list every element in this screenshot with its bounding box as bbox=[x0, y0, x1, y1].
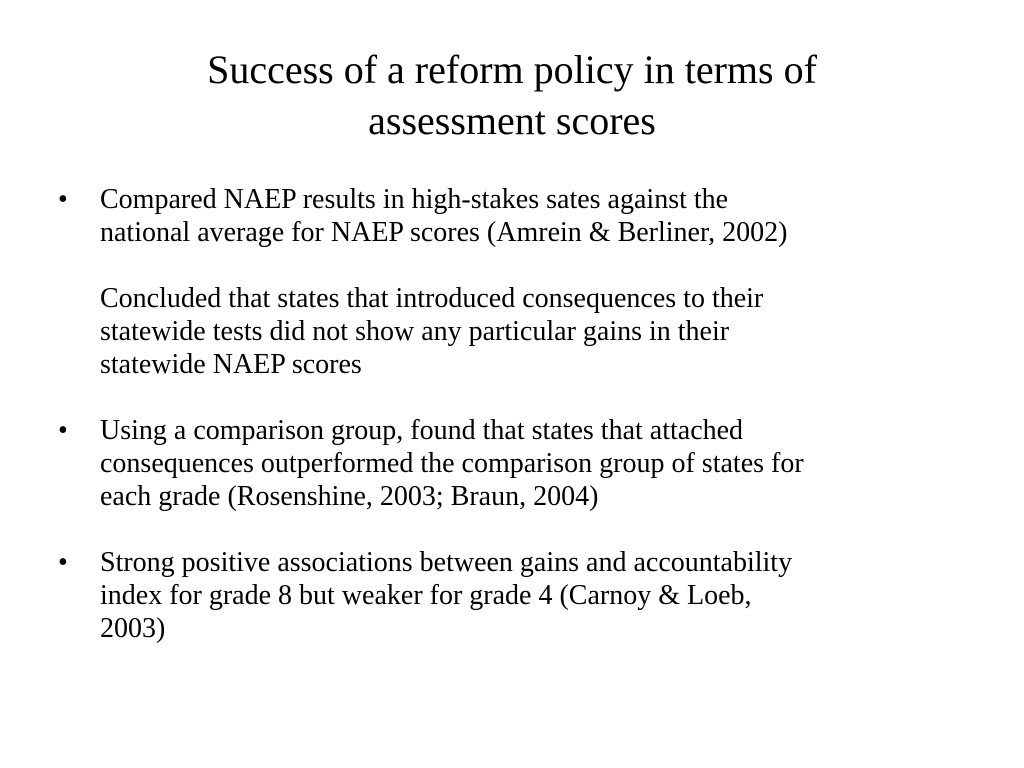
title-line: assessment scores bbox=[368, 98, 656, 143]
bullet-item bbox=[58, 546, 978, 645]
bullet-icon: • bbox=[58, 415, 68, 446]
bullet-item bbox=[58, 414, 978, 513]
body-line: national average for NAEP scores (Amrein & Berliner, 2002) bbox=[100, 217, 788, 248]
body-line: Using a comparison group, found that states that attached bbox=[100, 415, 744, 446]
bullet-icon: • bbox=[58, 547, 68, 578]
bullet-icon: • bbox=[58, 184, 68, 215]
body-line: Strong positive associations between gains and accountability bbox=[100, 547, 793, 578]
body-line: Compared NAEP results in high-stakes sates against the bbox=[100, 184, 729, 215]
continuation-paragraph bbox=[58, 282, 978, 381]
title-line: Success of a reform policy in terms of bbox=[207, 47, 817, 92]
body-line: consequences outperformed the comparison group of states for bbox=[100, 448, 804, 479]
paragraph-spacer bbox=[58, 381, 978, 414]
slide-title bbox=[112, 44, 912, 146]
body-line: statewide tests did not show any particular gains in their bbox=[100, 316, 730, 347]
body-line: statewide NAEP scores bbox=[100, 349, 362, 380]
paragraph-spacer bbox=[58, 513, 978, 546]
body-line: Concluded that states that introduced consequences to their bbox=[100, 283, 764, 314]
body-line: each grade (Rosenshine, 2003; Braun, 2004) bbox=[100, 481, 599, 512]
paragraph-spacer bbox=[58, 249, 978, 282]
body-line: 2003) bbox=[100, 613, 166, 644]
slide-body bbox=[58, 183, 978, 645]
body-line: index for grade 8 but weaker for grade 4 (Carnoy & Loeb, bbox=[100, 580, 752, 611]
bullet-item bbox=[58, 183, 978, 249]
